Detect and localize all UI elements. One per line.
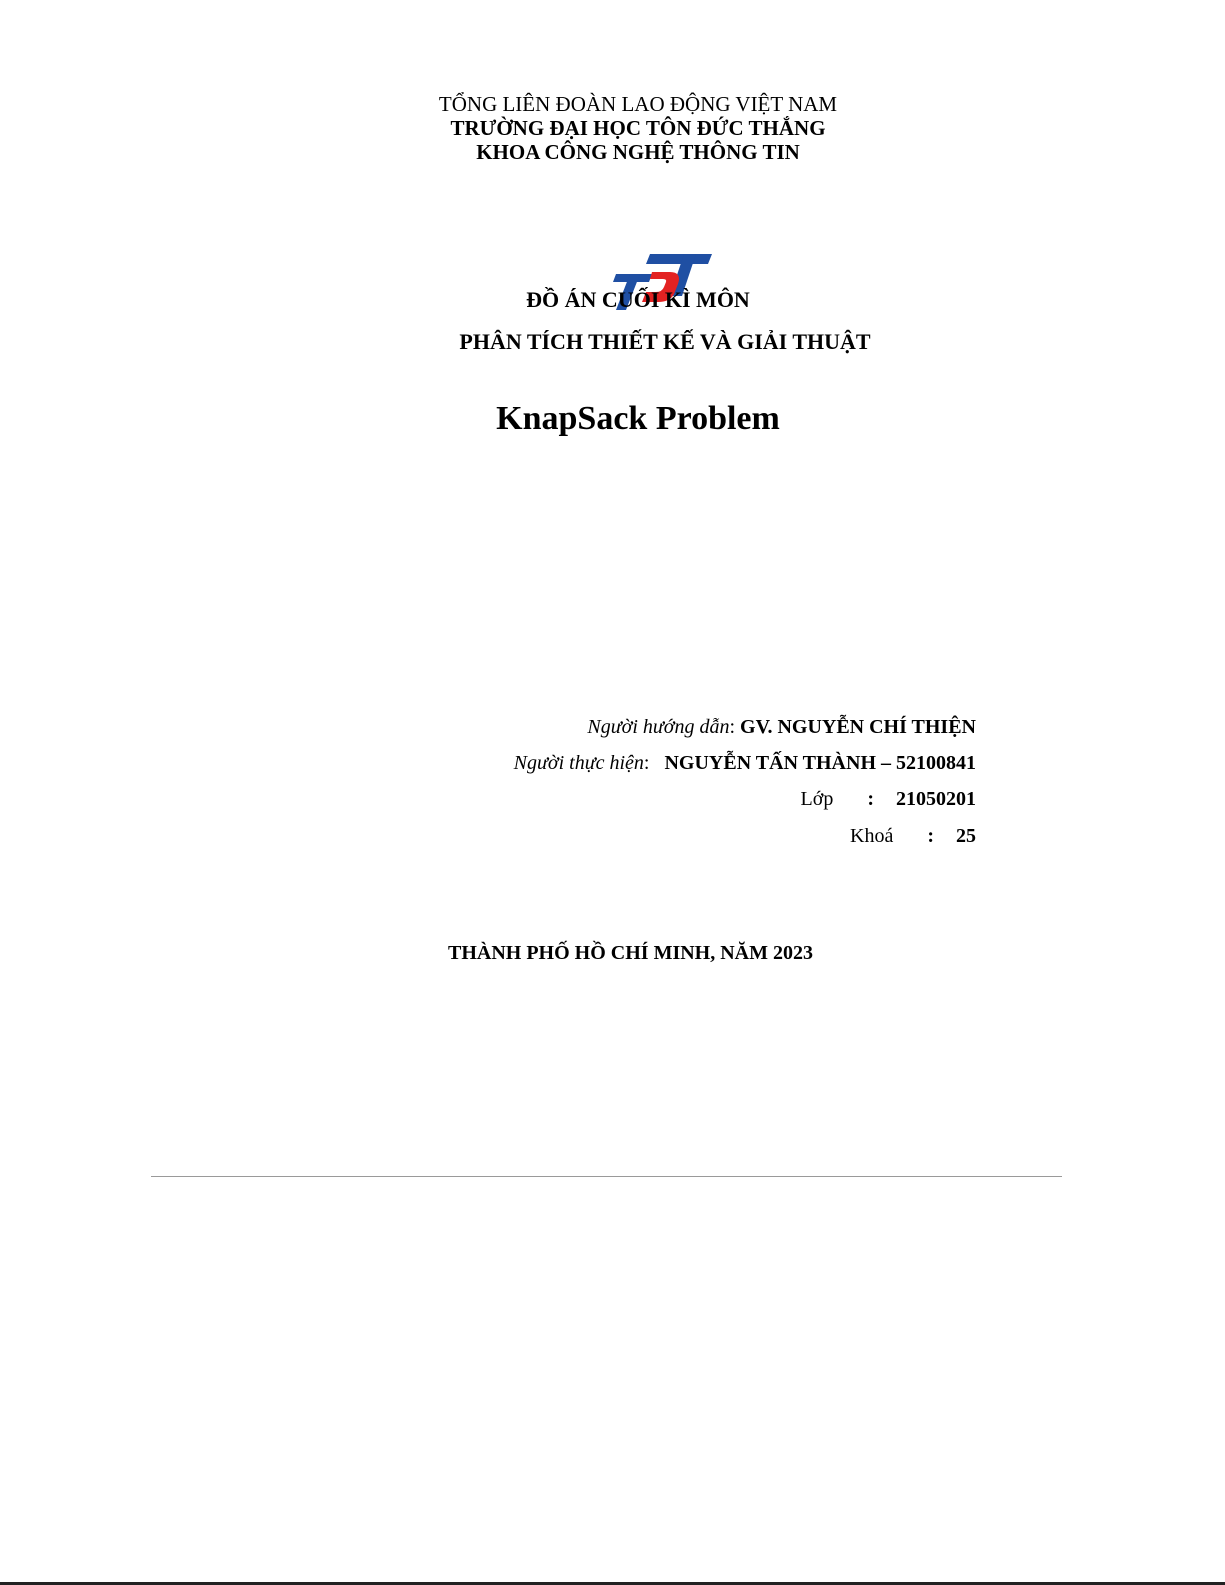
author-colon: :	[643, 752, 665, 774]
author-row	[514, 750, 976, 776]
course-title-line2: PHÂN TÍCH THIẾT KẾ VÀ GIẢI THUẬT	[459, 329, 871, 354]
cohort-separator: :	[927, 825, 934, 847]
organization-name: TỔNG LIÊN ĐOÀN LAO ĐỘNG VIỆT NAM	[438, 92, 838, 116]
advisor-row	[587, 714, 976, 740]
advisor-colon: :	[729, 716, 741, 738]
project-title: KnapSack Problem	[496, 400, 780, 437]
faculty-name: KHOA CÔNG NGHỆ THÔNG TIN	[476, 140, 800, 164]
author-value: NGUYỄN TẤN THÀNH – 52100841	[664, 752, 976, 774]
university-name: TRƯỜNG ĐẠI HỌC TÔN ĐỨC THẮNG	[450, 116, 826, 140]
class-row	[801, 786, 976, 812]
class-label: Lớp	[800, 788, 834, 810]
cohort-label: Khoá	[850, 825, 894, 847]
cohort-row	[850, 823, 976, 849]
class-value: 21050201	[896, 788, 976, 810]
cohort-value: 25	[956, 825, 976, 847]
author-label: Người thực hiện	[513, 752, 644, 774]
advisor-value: GV. NGUYỄN CHÍ THIỆN	[740, 716, 976, 738]
advisor-label: Người hướng dẫn	[587, 716, 730, 738]
class-separator: :	[867, 788, 874, 810]
course-title-line1: ĐỒ ÁN CUỐI KÌ MÔN	[526, 287, 750, 312]
city-year: THÀNH PHỐ HỒ CHÍ MINH, NĂM 2023	[448, 942, 813, 964]
page-divider	[151, 1176, 1062, 1177]
logo-blue-bar-top	[646, 254, 712, 264]
